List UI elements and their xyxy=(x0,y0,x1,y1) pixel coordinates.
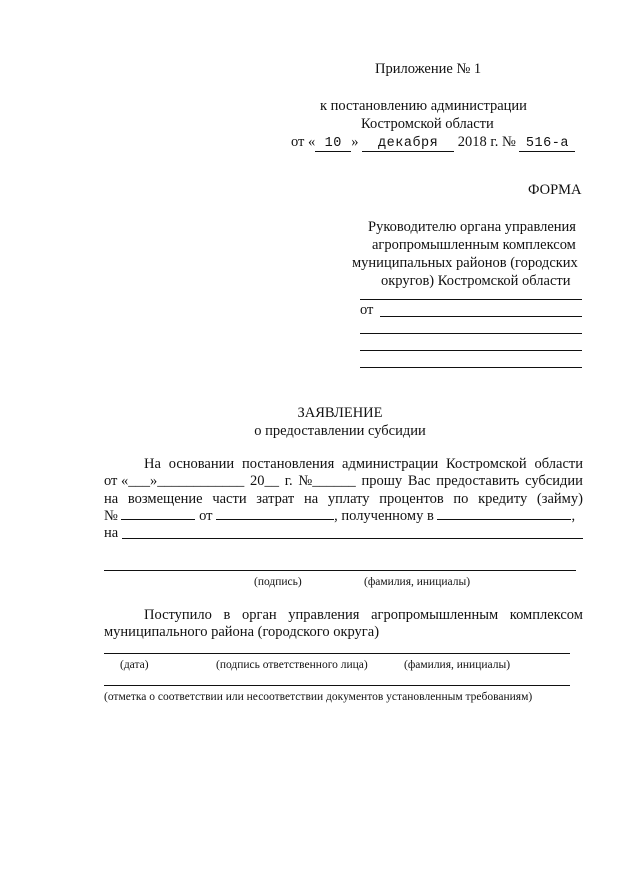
loan-date-field[interactable] xyxy=(216,507,334,520)
decree-month: декабря xyxy=(362,136,454,152)
name-caption: (фамилия, инициалы) xyxy=(364,576,471,588)
bank-name-field[interactable] xyxy=(437,507,571,520)
applicant-name-line[interactable] xyxy=(380,316,582,317)
receipt-signature-line[interactable] xyxy=(104,653,570,654)
addressee-line-1: Руководителю органа управления xyxy=(368,219,576,235)
body-line-1: На основании постановления администрации Костромской области xyxy=(144,456,583,472)
form-label: ФОРМА xyxy=(528,182,582,198)
loan-purpose-field[interactable] xyxy=(122,538,583,539)
body-line-3: на возмещение части затрат на уплату процентов по кредиту (займу) xyxy=(104,491,583,507)
official-signature-caption: (подпись ответственного лица) xyxy=(216,659,368,671)
decree-day: 10 xyxy=(315,136,351,152)
loan-number-field[interactable] xyxy=(121,507,195,520)
applicant-line-4[interactable] xyxy=(360,367,582,368)
appendix-region-line: Костромской области xyxy=(361,116,494,132)
document-title: ЗАЯВЛЕНИЕ xyxy=(297,405,383,421)
appendix-title: Приложение № 1 xyxy=(375,61,482,77)
applicant-line-3[interactable] xyxy=(360,350,582,351)
date-from-prefix: от « xyxy=(291,134,316,150)
appendix-date-line xyxy=(291,133,575,152)
official-name-caption: (фамилия, инициалы) xyxy=(404,659,511,671)
addressee-line-4: округов) Костромской области xyxy=(381,273,571,289)
signature-caption: (подпись) xyxy=(254,576,302,588)
received-line-1: Поступило в орган управления агропромышленным комплексом xyxy=(144,607,583,623)
compliance-line[interactable] xyxy=(104,685,570,686)
applicant-line-2[interactable] xyxy=(360,333,582,334)
body-line-4: № от , полученному в , xyxy=(104,508,576,524)
signature-line[interactable] xyxy=(104,570,576,571)
body-line-2: от «___»____________ 20__ г. №______ прошу Вас предоставить субсидии xyxy=(104,473,583,489)
received-line-2: муниципального района (городского округа) xyxy=(104,624,380,640)
addressee-line-2: агропромышленным комплексом xyxy=(372,237,576,253)
addressee-line-3: муниципальных районов (городских xyxy=(352,255,578,271)
body-line-5-label: на xyxy=(104,525,119,541)
date-quote-close: » xyxy=(351,134,359,150)
date-caption: (дата) xyxy=(120,659,149,671)
appendix-decree-line: к постановлению администрации xyxy=(320,98,527,114)
document-subtitle: о предоставлении субсидии xyxy=(254,423,426,439)
compliance-note: (отметка о соответствии или несоответствии документов установленным требованиям) xyxy=(104,691,533,703)
addressee-blank-line[interactable] xyxy=(360,299,582,300)
addressee-from-label: от xyxy=(360,302,374,318)
decree-number: 516-а xyxy=(519,136,575,152)
decree-year: 2018 г. № xyxy=(457,134,516,150)
